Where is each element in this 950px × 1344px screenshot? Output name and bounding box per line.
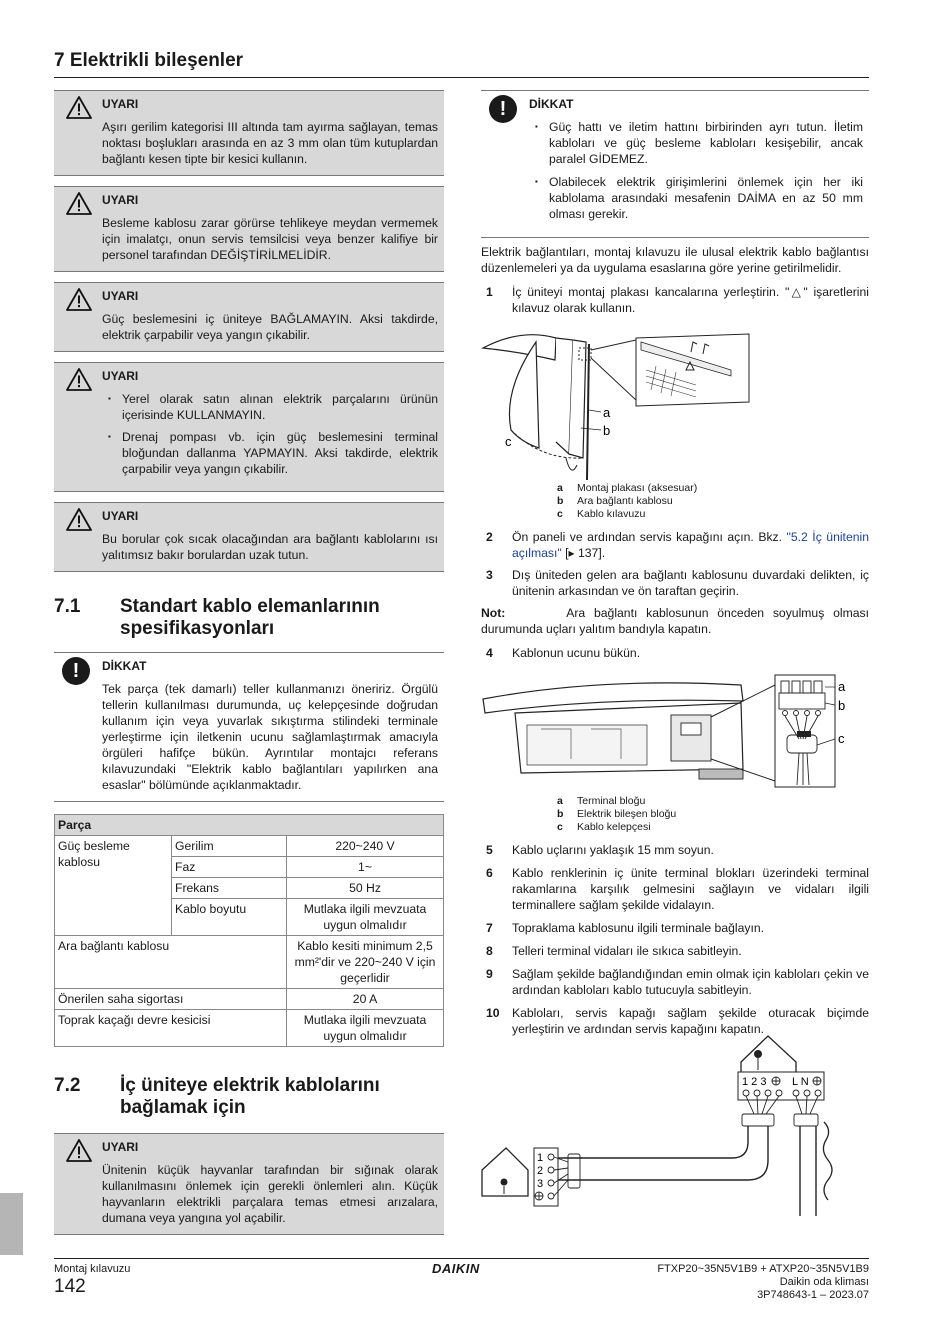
warning-text: Güç beslemesini iç üniteye BAĞLAMAYIN. Aksi takdirde, elektrik çarpabilir veya yangın çıkabilir. — [102, 312, 438, 342]
legend-key: b — [557, 495, 564, 507]
chapter-side-tab — [0, 1193, 23, 1255]
figure-label-a: a — [603, 405, 611, 420]
step-1 — [481, 284, 869, 316]
step-text: Kabloları, servis kapağı sağlam şekilde oturacak biçimde yerleştirin ve ardından servis kapağını kapatın. — [512, 1006, 869, 1036]
warning-triangle-icon — [66, 192, 92, 215]
warning-text: Ünitenin küçük hayvanlar tarafından bir sığınak olarak kullanılmasını önlemek için gerekli önlemleri alın. Küçük hayvanların elektrikli parçalara temas etmesi arızalara, dumana veya yangına yol açabilir. — [102, 1163, 438, 1225]
table-cell-value: 50 Hz — [287, 878, 444, 899]
page-title: 7 Elektrikli bileşenler — [54, 50, 244, 71]
warning-triangle-icon — [66, 508, 92, 531]
legend-value: Terminal bloğu — [577, 795, 646, 807]
footer-model: FTXP20~35N5V1B9 + ATXP20~35N5V1B9 — [657, 1263, 869, 1275]
terminal-2: 2 — [537, 1165, 544, 1177]
terminal-1: 1 — [537, 1152, 544, 1164]
table-cell-value: Mutlaka ilgili mevzuata uygun olmalıdır — [287, 1010, 444, 1047]
section-number: 7.2 — [54, 1075, 81, 1096]
warning-triangle-icon — [66, 96, 92, 119]
warning-box-6 — [54, 1133, 444, 1235]
caution-box-left — [54, 652, 444, 802]
table-cell-value: Kablo kesiti minimum 2,5 mm²'dir ve 220~240 V için geçerlidir — [287, 936, 444, 989]
warning-head: UYARI — [102, 509, 139, 523]
table-cell-label: Toprak kaçağı devre kesicisi — [55, 1010, 287, 1047]
step-5 — [481, 842, 869, 858]
section-heading-7-1 — [54, 596, 444, 640]
table-cell-param: Gerilim — [172, 836, 287, 857]
intro-paragraph: Elektrik bağlantıları, montaj kılavuzu ile ulusal elektrik kablo bağlantısı düzenlemeleri ya da uygulama esaslarına göre yerine getirilmelidir. — [481, 245, 869, 275]
warning-item: ▪ Yerel olarak satın alınan elektrik parçalarını ürünün içerisinde KULLANMAYIN. — [122, 391, 438, 423]
table-cell-value: 20 A — [287, 989, 444, 1010]
step-3 — [481, 567, 869, 599]
warning-triangle-icon — [66, 1139, 92, 1162]
legend-value: Kablo kılavuzu — [577, 508, 646, 520]
step-number: 2 — [486, 530, 493, 544]
step-number: 7 — [486, 921, 493, 935]
figure-label-c: c — [838, 731, 845, 746]
right-column — [481, 90, 869, 1037]
footer-manual: Montaj kılavuzu — [54, 1263, 131, 1275]
exclamation-icon: ! — [489, 95, 517, 123]
table-header: Parça — [55, 815, 444, 836]
step-8 — [481, 943, 869, 959]
step-text: Topraklama kablosunu ilgili terminale bağlayın. — [512, 921, 765, 935]
section-title: İç üniteye elektrik kablolarını bağlamak için — [120, 1075, 380, 1118]
mounting-figure — [481, 330, 869, 480]
warning-box-1 — [54, 90, 444, 176]
warning-triangle-icon — [66, 368, 92, 391]
step-text: Kablonun ucunu bükün. — [512, 646, 641, 660]
figure-label-b: b — [603, 423, 611, 438]
warning-box-2 — [54, 186, 444, 272]
legend-value: Montaj plakası (aksesuar) — [577, 482, 698, 494]
figure-label-a: a — [838, 679, 846, 694]
left-column — [54, 90, 444, 1245]
warning-head: UYARI — [102, 193, 139, 207]
warning-head: UYARI — [102, 1140, 139, 1154]
warning-head: UYARI — [102, 369, 139, 383]
caution-head: DİKKAT — [529, 97, 574, 111]
figure-label-c: c — [505, 434, 512, 449]
step-7 — [481, 920, 869, 936]
step-number: 5 — [486, 843, 493, 857]
note-label: Not: — [481, 606, 506, 620]
step-number: 3 — [486, 568, 493, 582]
footer-rule — [54, 1258, 869, 1259]
legend-value: Elektrik bileşen bloğu — [577, 808, 677, 820]
note-paragraph — [481, 605, 869, 637]
terminal-ln: L N — [792, 1076, 809, 1088]
footer-page-number: 142 — [54, 1276, 86, 1297]
note-text: Ara bağlantı kablosunun önceden soyulmuş olması durumunda uçları yalıtım bandıyla kapatın. — [481, 606, 869, 636]
step-2 — [481, 529, 869, 561]
caution-item: ▪ Güç hattı ve iletim hattını birbirinden ayrı tutun. İletim kabloları ve güç besleme kabloları kesişebilir, ancak paralel GİDEMEZ. — [549, 119, 863, 167]
step-4 — [481, 645, 869, 661]
step-text: İç üniteyi montaj plakası kancalarına yerleştirin. "△" işaretlerini kılavuz olarak kullanın. — [512, 285, 869, 315]
table-cell-param: Faz — [172, 857, 287, 878]
warning-triangle-icon — [66, 288, 92, 311]
exclamation-icon: ! — [62, 657, 90, 685]
table-cell-label: Önerilen saha sigortası — [55, 989, 287, 1010]
caution-item: ▪ Olabilecek elektrik girişimlerini önlemek için her iki kablolama arasındaki mesafenin DAİMA en az 50 mm olması gerekir. — [549, 174, 863, 222]
terminal-figure — [481, 673, 869, 791]
step-text: Ön paneli ve ardından servis kapağını açın. Bkz. — [512, 530, 787, 544]
section-title: Standart kablo elemanlarının spesifikasyonları — [120, 596, 380, 639]
table-cell-value: 1~ — [287, 857, 444, 878]
caution-text: Tek parça (tek damarlı) teller kullanmanızı öneririz. Örgülü tellerin kullanılması durumunda, uç kelepçesinde doğrudan kullanım için veya yuvarlak sıkıştırma stilindeki terminale yerleştirme için iletkenin ucunu sağlamlaştırmak amacıyla örgüleri hafifçe bükün. Ayrıntılar montajcı referans kılavuzundaki "Elektrik kablo bağlantıları yapılırken ana esaslar" bölümünde açıklanmaktadır. — [102, 682, 438, 792]
warning-text: Besleme kablosu zarar görürse tehlikeye meydan vermemek için imalatçı, onun servis temsilcisi veya benzer kalifiye bir personel tarafından DEĞİŞTİRİLMELİDİR. — [102, 216, 438, 262]
terminal-3: 3 — [537, 1178, 544, 1190]
terminal-numbers: 1 2 3 — [742, 1076, 767, 1088]
table-cell-param: Frekans — [172, 878, 287, 899]
warning-box-4 — [54, 362, 444, 492]
figure-legend-2 — [557, 795, 869, 834]
legend-key: b — [557, 808, 564, 820]
step-6 — [481, 865, 869, 913]
legend-key: c — [557, 821, 563, 833]
step-text: Telleri terminal vidaları ile sıkıca sabitleyin. — [512, 944, 742, 958]
figure-legend-1 — [557, 482, 869, 521]
legend-key: a — [557, 482, 563, 494]
table-cell-value: Mutlaka ilgili mevzuata uygun olmalıdır — [287, 899, 444, 936]
footer-product: Daikin oda kliması — [779, 1276, 869, 1288]
daikin-logo: DAIKIN — [432, 1261, 480, 1276]
step-text: Dış üniteden gelen ara bağlantı kablosunu duvardaki delikten, iç ünitenin arkasından ve ön taraftan geçirin. — [512, 568, 869, 598]
cross-reference-link[interactable]: "5.2 İç ünitenin açılması" — [512, 530, 869, 560]
table-cell-label: Güç besleme kablosu — [55, 836, 172, 936]
legend-key: c — [557, 508, 563, 520]
table-cell-label: Ara bağlantı kablosu — [55, 936, 287, 989]
caution-head: DİKKAT — [102, 659, 147, 673]
table-cell-value: 220~240 V — [287, 836, 444, 857]
step-text: Sağlam şekilde bağlandığından emin olmak için kabloları çekin ve ardından kabloları kablo tutucuyla sabitleyin. — [512, 967, 869, 997]
warning-text: Aşırı gerilim kategorisi III altında tam ayırma sağlayan, temas noktası boşlukları arasında en az 3 mm olan tüm kutuplardan bağlantı kesen tipte bir kesici kullanın. — [102, 120, 438, 166]
figure-label-b: b — [838, 698, 846, 713]
step-9 — [481, 966, 869, 998]
step-text: Kablo renklerinin iç ünite terminal blokları üzerindeki terminal rakamlarına karşılık gelmesini sağlayın ve vidaları ilgili terminallere sağlam şekilde vidalayın. — [512, 866, 869, 912]
warning-box-3 — [54, 282, 444, 352]
warning-head: UYARI — [102, 97, 139, 111]
warning-text: Bu borular çok sıcak olacağından ara bağlantı kablolarını ısı yalıtımsız bakır borulardan uzak tutun. — [102, 532, 438, 562]
warning-item: ▪ Drenaj pompası vb. için güç beslemesini terminal bloğundan dallanma YAPMAYIN. Aksi takdirde, elektrik çarpabilir veya yangın çıkabilir. — [122, 429, 438, 477]
step-number: 6 — [486, 866, 493, 880]
warning-head: UYARI — [102, 289, 139, 303]
legend-key: a — [557, 795, 563, 807]
footer-doc: 3P748643-1 – 2023.07 — [757, 1289, 869, 1301]
step-number: 9 — [486, 967, 493, 981]
footer-right — [657, 1263, 869, 1302]
legend-value: Ara bağlantı kablosu — [577, 495, 673, 507]
wiring-figure — [476, 1030, 866, 1220]
cable-spec-table — [54, 814, 444, 1047]
step-number: 4 — [486, 646, 493, 660]
step-number: 8 — [486, 944, 493, 958]
title-rule — [54, 77, 869, 78]
warning-box-5 — [54, 502, 444, 572]
section-heading-7-2 — [54, 1075, 444, 1119]
page-reference: [▸ 137]. — [561, 546, 606, 560]
legend-value: Kablo kelepçesi — [577, 821, 651, 833]
table-cell-param: Kablo boyutu — [172, 899, 287, 936]
step-number: 1 — [486, 285, 493, 299]
section-number: 7.1 — [54, 596, 81, 617]
caution-box-right — [481, 90, 869, 238]
step-number: 10 — [486, 1006, 500, 1020]
step-text: Kablo uçlarını yaklaşık 15 mm soyun. — [512, 843, 714, 857]
